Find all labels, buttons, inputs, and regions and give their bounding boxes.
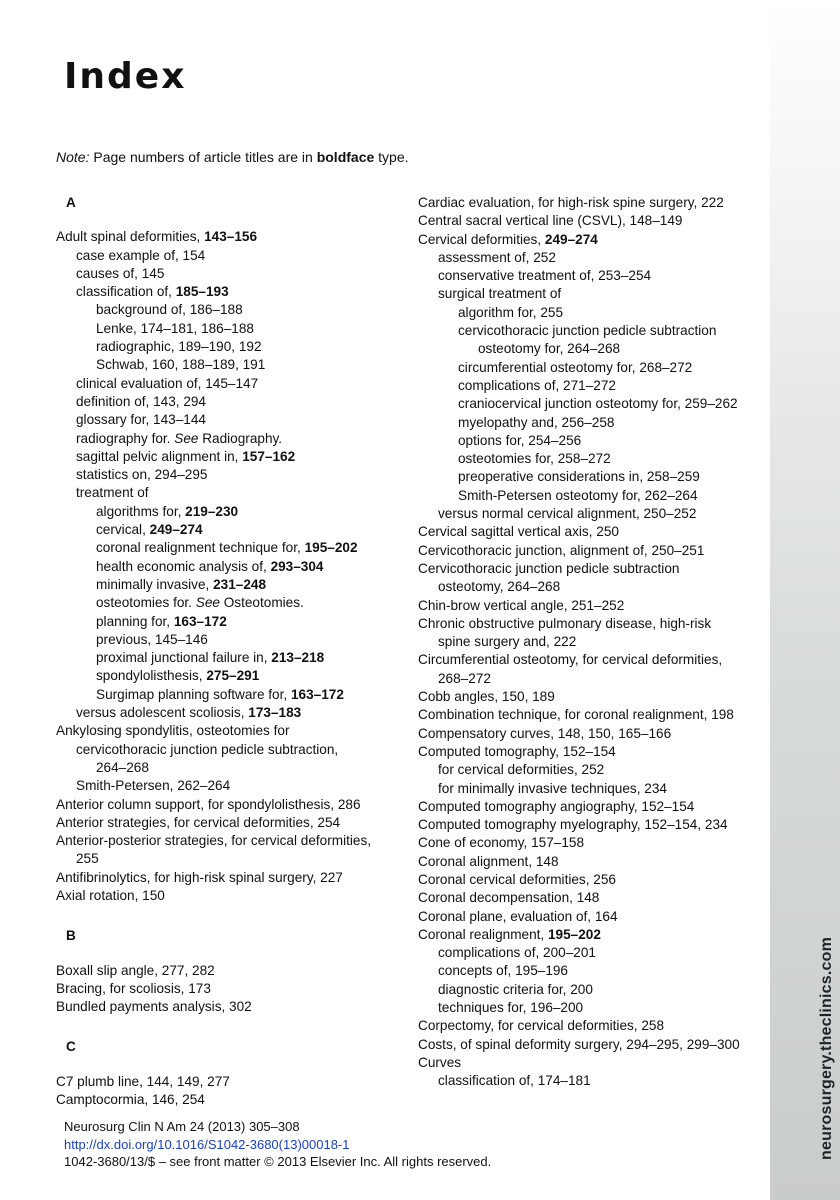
page-title: Index	[64, 56, 187, 97]
entry-text: Coronal plane, evaluation of, 164	[418, 908, 618, 924]
index-entry	[418, 285, 763, 303]
entry-text: Lenke, 174–181, 186–188	[96, 320, 254, 336]
entry-text: C7 plumb line, 144, 149, 277	[56, 1073, 230, 1089]
entry-text: Costs, of spinal deformity surgery, 294–295, 299–300	[418, 1036, 740, 1052]
entry-text: Ankylosing spondylitis, osteotomies for	[56, 723, 290, 739]
see-target: Osteotomies.	[219, 595, 304, 611]
index-entry	[56, 430, 396, 448]
entry-text: preoperative considerations in, 258–259	[458, 469, 700, 485]
entry-text: Cobb angles, 150, 189	[418, 689, 555, 705]
entry-text: Cardiac evaluation, for high-risk spine surgery, 222	[418, 195, 724, 210]
entry-text: health economic analysis of,	[96, 558, 271, 574]
entry-text: radiographic, 189–190, 192	[96, 339, 262, 355]
index-entry	[56, 980, 396, 998]
entry-text: osteotomies for.	[96, 595, 196, 611]
index-entry	[418, 432, 763, 450]
entry-text: Computed tomography myelography, 152–154, 234	[418, 817, 728, 833]
index-entry	[56, 832, 396, 850]
entry-text: versus normal cervical alignment, 250–252	[438, 506, 697, 522]
index-entry	[56, 998, 396, 1016]
index-entry	[56, 686, 396, 704]
index-entry	[418, 505, 763, 523]
entry-text: previous, 145–146	[96, 631, 208, 647]
index-entry	[418, 834, 763, 852]
entry-text: 255	[76, 851, 99, 867]
entry-text: Cervical sagittal vertical axis, 250	[418, 524, 619, 540]
index-entry	[56, 869, 396, 887]
section-letter: B	[66, 928, 76, 944]
entry-text: algorithm for, 255	[458, 304, 564, 320]
entry-text: Adult spinal deformities,	[56, 229, 205, 245]
index-entry	[418, 688, 763, 706]
index-entry	[56, 393, 396, 411]
entry-text: assessment of, 252	[438, 249, 556, 265]
see-reference: See	[174, 430, 199, 446]
entry-text: craniocervical junction osteotomy for, 259–262	[458, 396, 738, 412]
index-entry	[418, 304, 763, 322]
entry-text: Curves	[418, 1054, 462, 1070]
article-pages: 173–183	[248, 705, 302, 721]
article-pages: 163–172	[290, 686, 344, 702]
entry-text: diagnostic criteria for, 200	[438, 981, 593, 997]
index-entry	[418, 249, 763, 267]
entry-text: Bracing, for scoliosis, 173	[56, 980, 211, 996]
index-entry	[56, 631, 396, 649]
index-entry	[56, 301, 396, 319]
entry-text: Axial rotation, 150	[56, 887, 165, 903]
entry-text: coronal realignment technique for,	[96, 540, 305, 556]
index-entry	[418, 743, 763, 761]
citation: Neurosurg Clin N Am 24 (2013) 305–308	[64, 1119, 300, 1134]
entry-text: Smith-Petersen osteotomy for, 262–264	[458, 487, 698, 503]
index-entry	[56, 850, 396, 868]
index-entry	[56, 228, 396, 246]
entry-text: Bundled payments analysis, 302	[56, 999, 252, 1015]
article-pages: 293–304	[270, 558, 324, 574]
entry-text: radiography for.	[76, 430, 175, 446]
index-entry	[56, 411, 396, 429]
entry-text: spondylolisthesis,	[96, 668, 207, 684]
index-entry	[418, 1072, 763, 1090]
entry-text: Schwab, 160, 188–189, 191	[96, 357, 266, 373]
index-entry	[418, 962, 763, 980]
index-entry	[56, 1073, 396, 1091]
index-entry	[56, 741, 396, 759]
index-entry	[56, 594, 396, 612]
entry-text: Smith-Petersen, 262–264	[76, 778, 231, 794]
entry-text: Anterior strategies, for cervical deformities, 254	[56, 814, 341, 830]
entry-text: case example of, 154	[76, 247, 206, 263]
index-entry	[418, 578, 763, 596]
index-entry	[418, 1036, 763, 1054]
index-entry	[56, 265, 396, 283]
entry-text: planning for,	[96, 613, 174, 629]
entry-text: algorithms for,	[96, 503, 186, 519]
entry-text: Chin-brow vertical angle, 251–252	[418, 597, 625, 613]
index-entry	[56, 320, 396, 338]
index-entry	[418, 523, 763, 541]
index-entry	[418, 889, 763, 907]
entry-text: Computed tomography, 152–154	[418, 743, 616, 759]
index-entry	[418, 853, 763, 871]
index-entry	[56, 283, 396, 301]
index-entry	[418, 194, 763, 212]
index-entry	[418, 706, 763, 724]
index-entry	[418, 450, 763, 468]
entry-text: Coronal alignment, 148	[418, 853, 559, 869]
index-entry	[56, 814, 396, 832]
article-pages: 195–202	[304, 540, 358, 556]
entry-text: Anterior-posterior strategies, for cervical deformities,	[56, 833, 372, 849]
entry-text: techniques for, 196–200	[438, 1000, 584, 1016]
entry-text: glossary for, 143–144	[76, 412, 206, 428]
entry-text: complications of, 271–272	[458, 377, 616, 393]
index-entry	[418, 322, 763, 340]
index-entry	[418, 377, 763, 395]
index-entry	[418, 816, 763, 834]
index-entry	[56, 503, 396, 521]
article-pages: 275–291	[206, 668, 260, 684]
entry-text: myelopathy and, 256–258	[458, 414, 615, 430]
index-entry	[56, 796, 396, 814]
index-entry	[56, 887, 396, 905]
article-pages: 143–156	[204, 229, 258, 245]
index-entry	[418, 780, 763, 798]
index-entry	[418, 468, 763, 486]
entry-text: definition of, 143, 294	[76, 393, 206, 409]
index-entry	[418, 651, 763, 669]
article-pages: 157–162	[242, 448, 296, 464]
index-entry	[418, 359, 763, 377]
journal-url: neurosurgery.theclinics.com	[818, 937, 835, 1160]
note-label: Note:	[56, 149, 90, 165]
index-entry	[418, 798, 763, 816]
side-band	[770, 0, 840, 1200]
index-entry	[418, 926, 763, 944]
index-entry	[418, 761, 763, 779]
index-entry	[418, 871, 763, 889]
entry-text: Compensatory curves, 148, 150, 165–166	[418, 725, 672, 741]
entry-text: for minimally invasive techniques, 234	[438, 780, 667, 796]
entry-text: for cervical deformities, 252	[438, 762, 605, 778]
entry-text: 264–268	[96, 759, 149, 775]
index-entry	[418, 633, 763, 651]
index-entry	[56, 521, 396, 539]
entry-text: treatment of	[76, 485, 149, 501]
index-entry	[418, 944, 763, 962]
index-entry	[418, 414, 763, 432]
index-entry	[56, 962, 396, 980]
index-entry	[56, 375, 396, 393]
article-pages: 249–274	[544, 231, 598, 247]
index-entry	[56, 338, 396, 356]
index-entry	[418, 560, 763, 578]
entry-text: Central sacral vertical line (CSVL), 148–149	[418, 213, 683, 229]
rights-line: 1042-3680/13/$ – see front matter © 2013 Elsevier Inc. All rights reserved.	[64, 1154, 492, 1169]
entry-text: Computed tomography angiography, 152–154	[418, 798, 695, 814]
entry-text: Corpectomy, for cervical deformities, 258	[418, 1018, 665, 1034]
index-entry	[56, 722, 396, 740]
entry-text: Surgimap planning software for,	[96, 686, 291, 702]
index-entry	[418, 487, 763, 505]
entry-text: Cone of economy, 157–158	[418, 835, 585, 851]
entry-text: cervical,	[96, 522, 150, 538]
see-target: Radiography.	[198, 430, 283, 446]
entry-text: Antifibrinolytics, for high-risk spinal surgery, 227	[56, 869, 343, 885]
index-entry	[418, 615, 763, 633]
article-pages: 249–274	[149, 522, 203, 538]
entry-text: spine surgery and, 222	[438, 634, 577, 650]
index-entry	[418, 395, 763, 413]
index-entry	[418, 231, 763, 249]
index-entry	[56, 649, 396, 667]
article-pages: 185–193	[175, 284, 229, 300]
entry-text: Cervical deformities,	[418, 231, 545, 247]
entry-text: Coronal cervical deformities, 256	[418, 871, 616, 887]
footer	[64, 1118, 491, 1171]
entry-text: osteotomy for, 264–268	[478, 341, 621, 357]
article-pages: 163–172	[173, 613, 227, 629]
entry-text: sagittal pelvic alignment in,	[76, 448, 243, 464]
doi-link[interactable]: http://dx.doi.org/10.1016/S1042-3680(13)00018-1	[64, 1136, 350, 1152]
article-pages: 195–202	[547, 926, 601, 942]
see-reference: See	[195, 595, 220, 611]
index-entry	[418, 670, 763, 688]
index-entry	[56, 759, 396, 777]
entry-text: proximal junctional failure in,	[96, 650, 272, 666]
entry-text: cervicothoracic junction pedicle subtraction,	[76, 741, 339, 757]
entry-text: statistics on, 294–295	[76, 467, 208, 483]
index-entry	[56, 667, 396, 685]
entry-text: Cervicothoracic junction pedicle subtraction	[418, 560, 680, 576]
index-entry	[56, 613, 396, 631]
entry-text: classification of,	[76, 284, 176, 300]
index-entry	[418, 999, 763, 1017]
entry-text: minimally invasive,	[96, 576, 214, 592]
index-entry	[56, 356, 396, 374]
note-bold-word: boldface	[316, 149, 375, 165]
index-entry	[418, 212, 763, 230]
index-entry	[56, 539, 396, 557]
article-pages: 219–230	[185, 503, 239, 519]
index-entry	[418, 725, 763, 743]
entry-text: 268–272	[438, 670, 491, 686]
article-pages: 213–218	[271, 650, 325, 666]
index-entry	[56, 704, 396, 722]
entry-text: clinical evaluation of, 145–147	[76, 375, 259, 391]
section-letter: A	[66, 195, 76, 210]
index-entry	[418, 542, 763, 560]
article-pages: 231–248	[213, 576, 267, 592]
index-entry	[56, 1091, 396, 1109]
entry-text: surgical treatment of	[438, 286, 562, 302]
entry-text: Boxall slip angle, 277, 282	[56, 962, 215, 978]
index-entry	[418, 1054, 763, 1072]
entry-text: causes of, 145	[76, 265, 165, 281]
entry-text: concepts of, 195–196	[438, 963, 568, 979]
note-text: Page numbers of article titles are in	[93, 149, 313, 165]
entry-text: Chronic obstructive pulmonary disease, high-risk	[418, 615, 712, 631]
index-entry	[418, 908, 763, 926]
entry-text: classification of, 174–181	[438, 1073, 591, 1089]
index-entry	[56, 466, 396, 484]
index-entry	[418, 267, 763, 285]
index-entry	[56, 558, 396, 576]
index-entry	[56, 448, 396, 466]
entry-text: options for, 254–256	[458, 432, 582, 448]
entry-text: Coronal decompensation, 148	[418, 890, 600, 906]
entry-text: osteotomy, 264–268	[438, 579, 561, 595]
entry-text: background of, 186–188	[96, 302, 243, 318]
index-entry	[418, 597, 763, 615]
entry-text: versus adolescent scoliosis,	[76, 705, 249, 721]
index-column-left	[56, 194, 396, 1109]
index-entry	[56, 484, 396, 502]
entry-text: cervicothoracic junction pedicle subtraction	[458, 323, 717, 339]
note-end: type.	[378, 149, 409, 165]
index-entry	[56, 576, 396, 594]
entry-text: Camptocormia, 146, 254	[56, 1092, 205, 1108]
index-column-right	[418, 194, 763, 1091]
entry-text: circumferential osteotomy for, 268–272	[458, 359, 693, 375]
entry-text: complications of, 200–201	[438, 945, 596, 961]
index-entry	[418, 340, 763, 358]
index-entry	[418, 981, 763, 999]
entry-text: Combination technique, for coronal realignment, 198	[418, 707, 734, 723]
section-letter: C	[66, 1039, 76, 1055]
index-entry	[418, 1017, 763, 1035]
index-entry	[56, 247, 396, 265]
index-note	[56, 148, 409, 166]
entry-text: osteotomies for, 258–272	[458, 451, 611, 467]
entry-text: Cervicothoracic junction, alignment of, 250–251	[418, 542, 705, 558]
entry-text: Anterior column support, for spondylolisthesis, 286	[56, 796, 361, 812]
entry-text: Coronal realignment,	[418, 926, 548, 942]
entry-text: Circumferential osteotomy, for cervical deformities,	[418, 652, 723, 668]
entry-text: conservative treatment of, 253–254	[438, 268, 652, 284]
index-entry	[56, 777, 396, 795]
